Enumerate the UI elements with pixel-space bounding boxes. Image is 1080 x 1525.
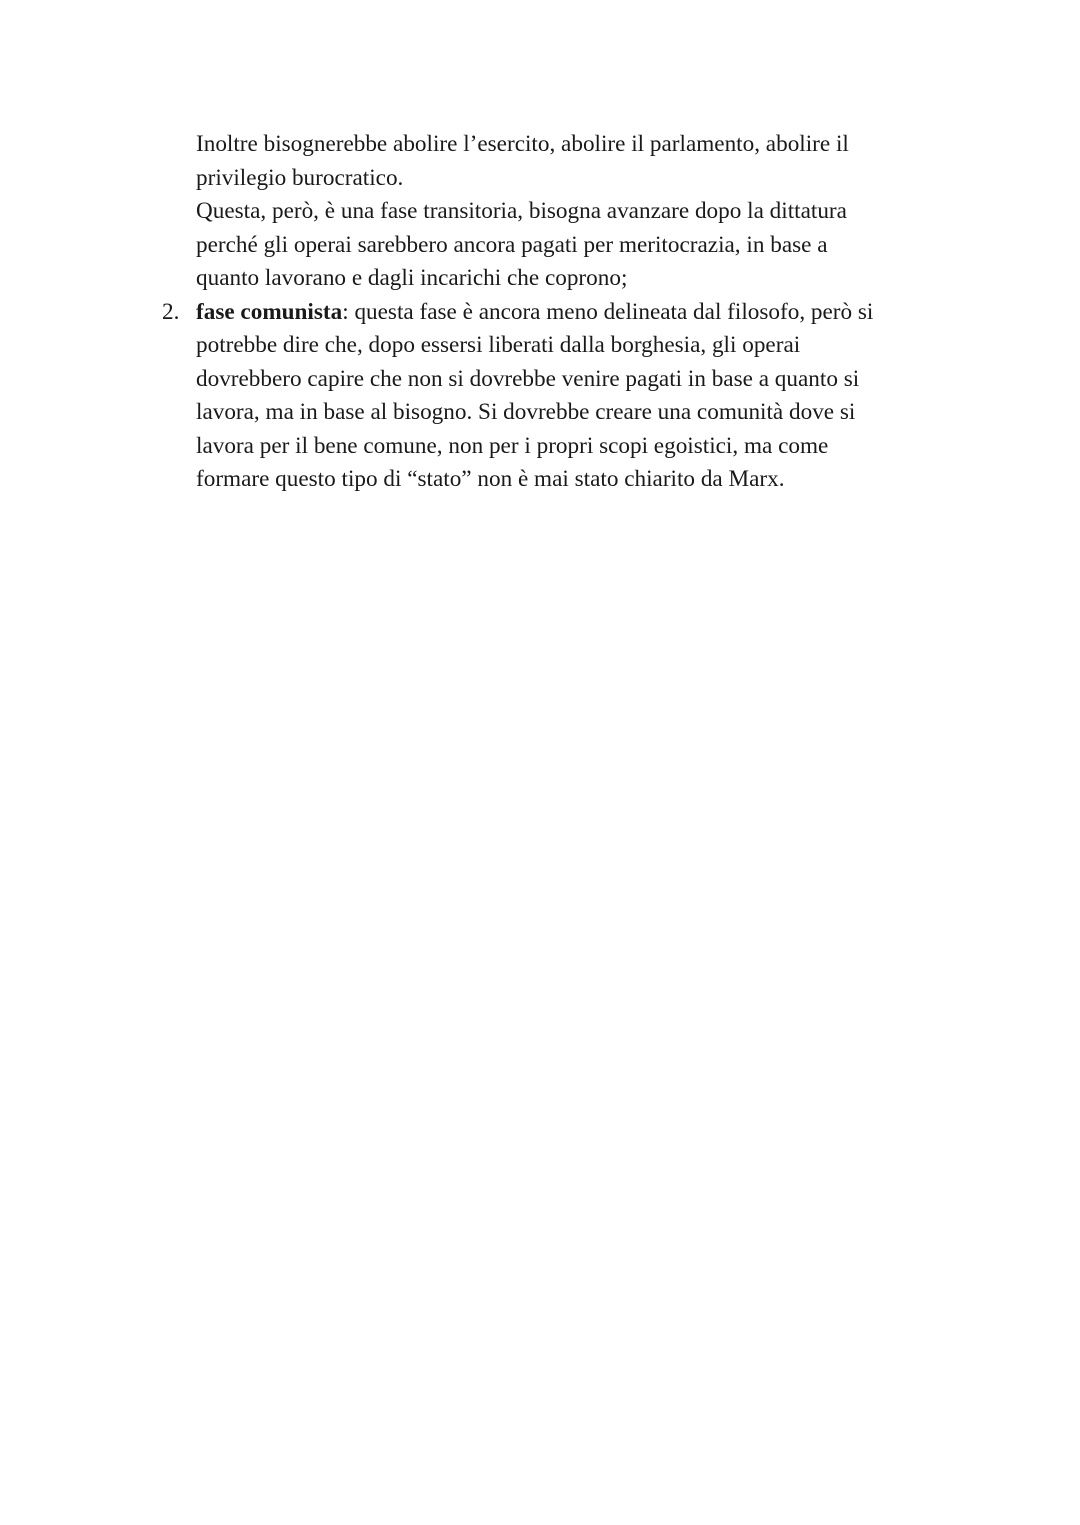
term-description: : questa fase è ancora meno delineata dal filosofo, però si <box>342 298 874 325</box>
text-line <box>196 296 956 330</box>
text-line: lavora, ma in base al bisogno. Si dovrebbe creare una comunità dove si <box>196 399 856 425</box>
text-line: perché gli operai sarebbero ancora pagati per meritocrazia, in base a <box>196 231 828 258</box>
text-line: quanto lavorano e dagli incarichi che coprono; <box>196 265 628 291</box>
text-line: lavora per il bene comune, non per i propri scopi egoistici, ma come <box>196 432 829 459</box>
document-body <box>162 128 956 497</box>
text-line: privilegio burocratico. <box>196 164 404 191</box>
text-line: dovrebbero capire che non si dovrebbe venire pagati in base a quanto si <box>196 365 860 392</box>
text-line: formare questo tipo di “stato” non è mai stato chiarito da Marx. <box>196 466 785 492</box>
list-number: 2. <box>162 298 180 325</box>
text-line: potrebbe dire che, dopo essersi liberati dalla borghesia, gli operai <box>196 332 801 358</box>
text-line: Questa, però, è una fase transitoria, bisogna avanzare dopo la dittatura <box>196 198 847 224</box>
text-line: Inoltre bisognerebbe abolire l’esercito, abolire il parlamento, abolire il <box>196 131 849 157</box>
list-term: fase comunista <box>196 298 343 325</box>
list-item-1-continuation <box>196 128 956 296</box>
list-item-2 <box>162 296 956 497</box>
